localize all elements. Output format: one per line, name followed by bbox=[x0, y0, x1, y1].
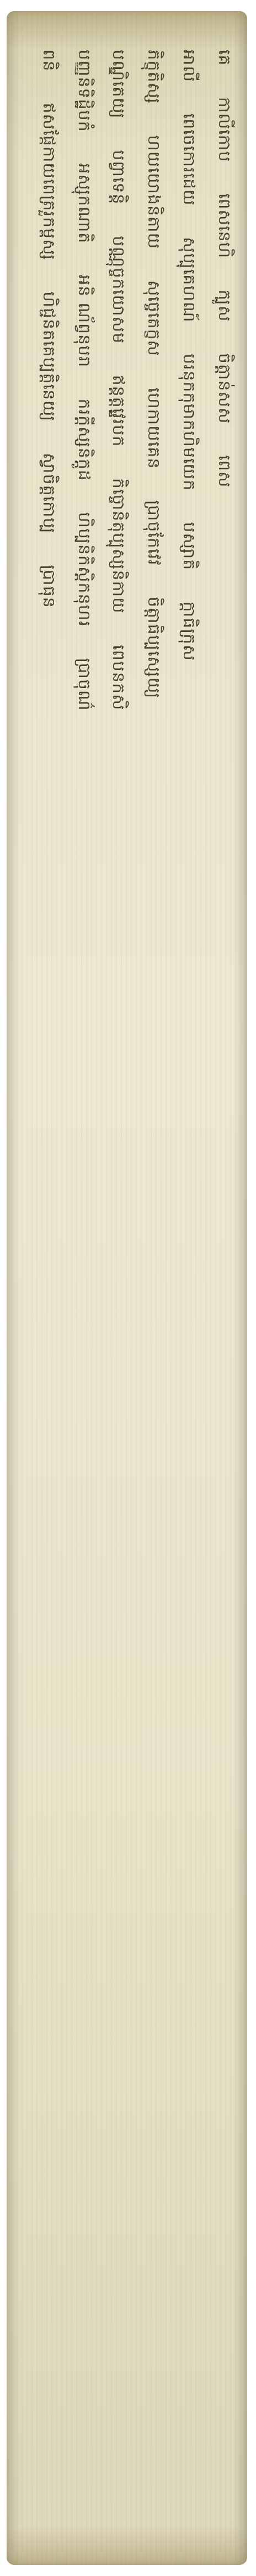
manuscript-word: ស្វ្វាចិត្តកោប្ប bbox=[39, 453, 58, 534]
manuscript-line-2 bbox=[71, 50, 95, 737]
manuscript-word: ឥសផ្កែកាយពេត្ររួកម្ពស្ស bbox=[39, 102, 58, 261]
manuscript-word: សុច្ចេតេក្ខស bbox=[144, 280, 163, 356]
manuscript-word: បញ្ញនិទិដ្ឋិបកំ bbox=[74, 50, 94, 132]
palm-leaf-manuscript bbox=[7, 11, 247, 2565]
manuscript-word: ប្រាចុណ៌ bbox=[74, 658, 94, 711]
manuscript-word: ឥន្តត្តវ្ព្ញេរបក bbox=[109, 375, 128, 447]
manuscript-line-6 bbox=[211, 50, 235, 513]
manuscript-word: ហិជ្ជនិតគេប្បត្តិនេយ្យ bbox=[39, 291, 58, 422]
manuscript-word: គេ bbox=[215, 50, 234, 66]
manuscript-word: អាលី bbox=[179, 50, 199, 83]
manuscript-word: ពេបនកសិ bbox=[109, 645, 128, 711]
manuscript-word: ហយយោងនិតាយ bbox=[144, 135, 163, 250]
manuscript-word: ពេចេកោរដេយ bbox=[179, 113, 199, 206]
manuscript-word: ពេសនេហិ bbox=[215, 193, 234, 259]
manuscript-word: បព្វាទេន្តិ bbox=[109, 150, 128, 205]
manuscript-word: ក្បូស bbox=[215, 289, 234, 322]
manuscript-line-4 bbox=[140, 50, 164, 724]
manuscript-word: បណ្ណុច្ចកយោសម bbox=[109, 236, 128, 344]
manuscript-word: ប្រាចុកែវេវ bbox=[144, 500, 163, 566]
manuscript-line-1 bbox=[35, 50, 60, 634]
manuscript-word: ប្រាធុន bbox=[39, 565, 58, 608]
manuscript-word: ក្តាធិក្រុស bbox=[179, 601, 199, 661]
manuscript-word: ភិក្ខុតិស្ស bbox=[144, 50, 163, 104]
manuscript-word: ចិត្តាន់សស bbox=[215, 353, 234, 424]
manuscript-line-5 bbox=[175, 50, 200, 686]
manuscript-word: ពេស bbox=[215, 455, 234, 488]
manuscript-word: បណ្ឌិតេយ្យ bbox=[109, 50, 128, 119]
manuscript-word: ហិប្បនិកិស្តិកនុហរ bbox=[74, 512, 94, 627]
manuscript-word: ករក្តីស្សនិក្ដូដ bbox=[74, 398, 94, 481]
leaf-edge-top bbox=[7, 11, 247, 50]
manuscript-word: អនិ ណ័ព្វនុបរា bbox=[74, 274, 94, 368]
manuscript-word: សុប្បុគេហណ៍ bbox=[179, 237, 199, 323]
leaf-edge-bottom bbox=[7, 2526, 247, 2565]
manuscript-word: អស្សុកណាតិ bbox=[74, 163, 94, 244]
manuscript-word: បស្សាតិ bbox=[179, 522, 199, 571]
manuscript-line-3 bbox=[105, 50, 129, 736]
manuscript-word: កិច្ចោនិតុប្បុស្សនិកាយ bbox=[109, 478, 128, 614]
manuscript-word: កាលីកោប bbox=[215, 97, 234, 163]
manuscript-word: ចិត្តាធិប្បស្សេយ្យ bbox=[144, 597, 163, 699]
manuscript-word: បរនុកកុមាកហិមយេក bbox=[179, 353, 199, 491]
manuscript-word: ហេកាយគេន bbox=[144, 387, 163, 469]
manuscript-word: ពនិ bbox=[39, 50, 58, 72]
